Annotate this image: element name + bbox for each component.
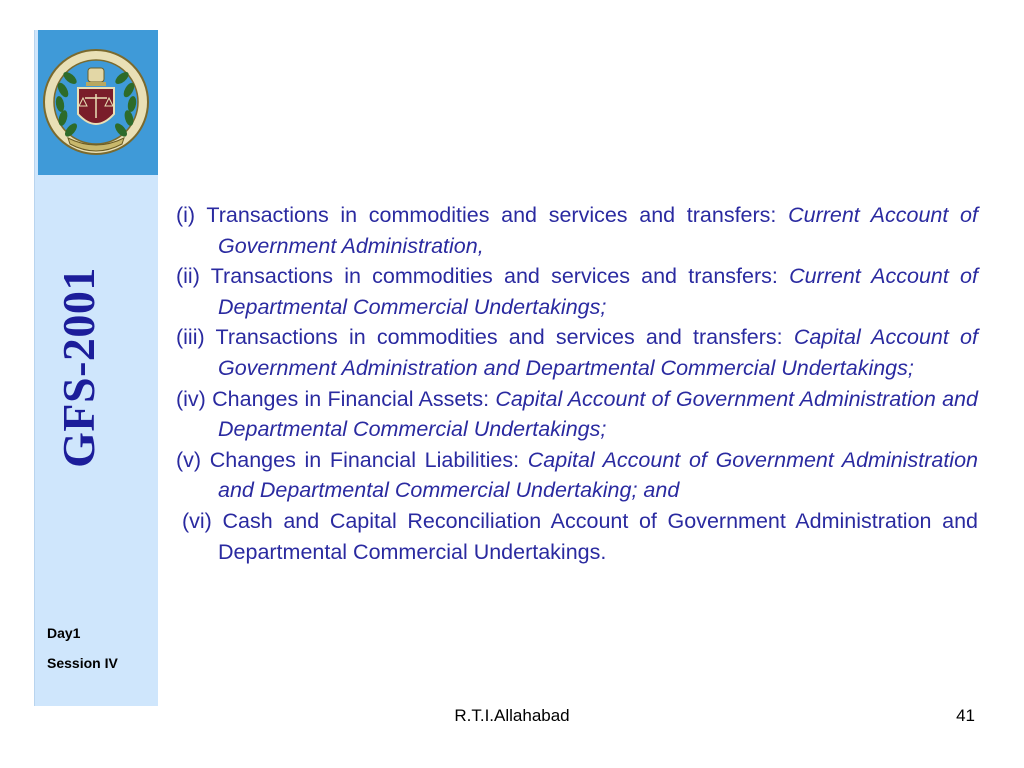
item-text: Transactions in commodities and services and transfers:: [206, 203, 777, 227]
session-info: [47, 618, 118, 678]
list-item: [176, 506, 978, 567]
content-list: [176, 200, 978, 567]
list-item: [176, 384, 978, 445]
day-label: Day1: [47, 625, 81, 641]
vertical-title: [46, 242, 110, 492]
item-text: Changes in Financial Liabilities:: [209, 447, 520, 472]
item-emphasis: Capital Account of Government Administration and Departmental Commercial Undertaking; and: [218, 447, 978, 503]
list-item: [176, 322, 978, 383]
item-number: (v): [176, 447, 202, 472]
item-emphasis: Capital Account of Government Administration and Departmental Commercial Undertakings;: [218, 386, 978, 442]
list-item: [176, 261, 978, 322]
emblem-logo: [38, 30, 158, 175]
item-number: (iv): [176, 386, 206, 411]
item-emphasis: Current Account of Departmental Commercial Undertakings;: [218, 264, 978, 319]
item-number: (ii): [176, 264, 200, 289]
item-text: Changes in Financial Assets:: [212, 386, 490, 411]
item-text: Transactions in commodities and services and transfers:: [210, 264, 778, 289]
item-emphasis: Capital Account of Government Administration and Departmental Commercial Undertakings;: [218, 325, 978, 380]
footer-org: R.T.I.Allahabad: [454, 706, 570, 725]
item-emphasis: Current Account of Government Administration,: [218, 203, 978, 258]
item-text: Transactions in commodities and services and transfers:: [215, 325, 783, 350]
item-number: (i): [176, 203, 196, 227]
item-number: (iii): [176, 325, 205, 350]
sidebar-title: GFS-2001: [52, 266, 104, 468]
item-number: (vi): [182, 508, 212, 533]
list-item: [176, 200, 978, 261]
item-text: Cash and Capital Reconciliation Account of Government Administration and Departmental Commercial Undertakings.: [218, 508, 978, 564]
list-item: [176, 445, 978, 506]
page-number: 41: [956, 706, 975, 725]
emblem-icon: [38, 30, 158, 175]
session-label: Session IV: [47, 655, 118, 671]
